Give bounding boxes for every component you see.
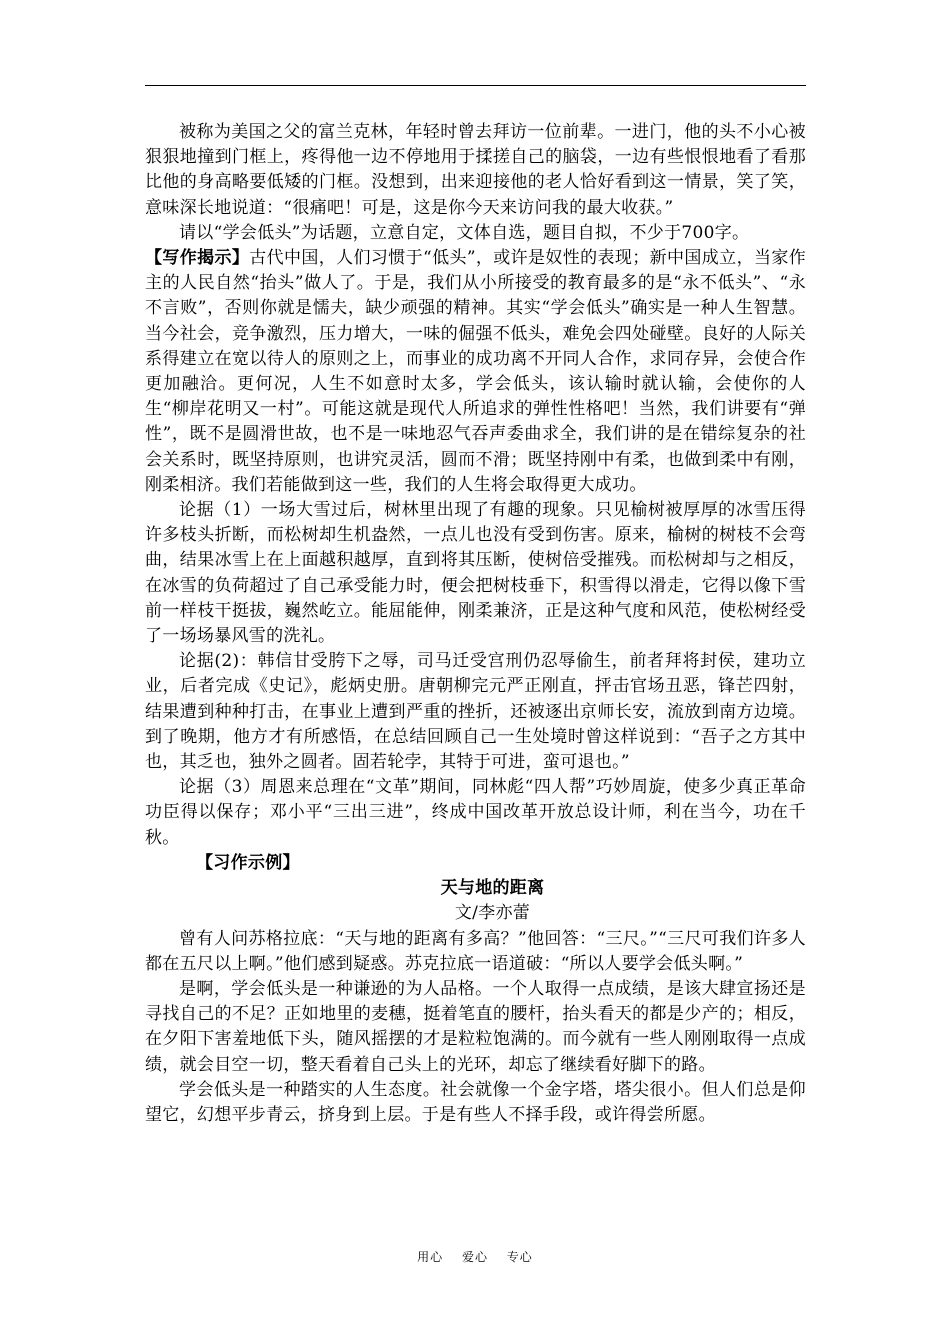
writing-guide-tag: 【写作揭示】 <box>145 248 250 269</box>
paragraph-intro: 被称为美国之父的富兰克林，年轻时曾去拜访一位前辈。一进门，他的头不小心被狠狠地撞到门框上，疼得他一边不停地用于揉搓自己的脑袋，一边有些恨恨地看了看那比他的身高略要低矮的门框。没想到，出来迎接他的老人恰好看到这一情景，笑了笑，意味深长地说道：“很痛吧！可是，这是你今天来访问我的最大收获。” <box>145 122 806 218</box>
paragraph-evidence-2: 论据(2)：韩信甘受胯下之辱，司马迁受宫刑仍忍辱偷生，前者拜将封侯，建功立业，后者完成《史记》，彪炳史册。唐朝柳完元严正刚直，抨击官场丑恶，锋芒四射，结果遭到种种打击，在事业上遭到严重的挫折，还被逐出京师长安，流放到南方边境。到了晚期，他方才有所感悟，在总结回顾自己一生处境时曾这样说到：“吾子之方其中也，其乏也，独外之圆者。固若轮孛，其特于可进，蛮可退也。” <box>145 651 806 773</box>
document-body <box>145 120 806 1128</box>
paragraph-essay-3: 学会低头是一种踏实的人生态度。社会就像一个金字塔，塔尖很小。但人们总是仰望它，幻想平步青云，挤身到上层。于是有些人不择手段，或许得尝所愿。 <box>145 1079 806 1125</box>
paragraph-prompt: 请以“学会低头”为话题，立意自定，文体自选，题目自拟，不少于700字。 <box>179 222 750 243</box>
paragraph-essay-1: 曾有人问苏格拉底：“天与地的距离有多高？”他回答：“三尺。”“三尺可我们许多人都在五尺以上啊。”他们感到疑惑。苏克拉底一语道破：“所以人要学会低头啊。” <box>145 928 806 974</box>
paragraph-writing-guide <box>145 246 806 498</box>
section-label-example: 【习作示例】 <box>196 852 300 873</box>
paragraph-evidence-1: 论据（1）一场大雪过后，树林里出现了有趣的现象。只见榆树被厚厚的冰雪压得许多枝头折断，而松树却生机盎然，一点儿也没有受到伤害。原来，榆树的树枝不会弯曲，结果冰雪上在上面越积越厚，直到将其压断，使树倍受摧残。而松树却与之相反，在冰雪的负荷超过了自己承受能力时，便会把树枝垂下，积雪得以滑走，它得以像下雪前一样枝干挺拔，巍然屹立。能屈能伸，刚柔兼济，正是这种气度和风范，使松树经受了一场场暴风雪的洗礼。 <box>145 500 806 647</box>
essay-title: 天与地的距离 <box>440 878 545 899</box>
page-footer: 用心 爱心 专心 <box>417 1250 533 1264</box>
header-rule <box>145 85 806 86</box>
writing-guide-text: 古代中国，人们习惯于“低头”，或许是奴性的表现；新中国成立，当家作主的人民自然“抬头”做人了。于是，我们从小所接受的教育最多的是“永不低头”、“永不言败”，否则你就是懦夫，缺少顽强的精神。其实“学会低头”确实是一种人生智慧。当今社会，竞争激烈，压力增大，一味的倔强不低头，难免会四处碰壁。良好的人际关系得建立在宽以待人的原则之上，而事业的成功离不开同人合作，求同存异，会使合作更加融洽。更何况，人生不如意时太多，学会低头，该认输时就认输，会使你的人生“柳岸花明又一村”。可能这就是现代人所追求的弹性性格吧！当然，我们讲要有“弹性”，既不是圆滑世故，也不是一味地忍气吞声委曲求全，我们讲的是在错综复杂的社会关系时，既坚持原则，也讲究灵活，圆而不滑；既坚持刚中有柔，也做到柔中有刚，刚柔相济。我们若能做到这一些，我们的人生将会取得更大成功。 <box>145 248 806 495</box>
paragraph-evidence-3: 论据（3）周恩来总理在“文革”期间，同林彪“四人帮”巧妙周旋，使多少真正革命功臣得以保存；邓小平“三出三进”，终成中国改革开放总设计师，利在当今，功在千秋。 <box>145 777 806 848</box>
essay-author: 文/李亦蕾 <box>454 903 531 924</box>
paragraph-essay-2: 是啊，学会低头是一种谦逊的为人品格。一个人取得一点成绩，是该大肆宣扬还是寻找自己的不足？正如地里的麦穗，挺着笔直的腰杆，抬头看天的都是少产的；相反，在夕阳下害羞地低下头，随风摇摆的才是粒粒饱满的。而今就有一些人刚刚取得一点成绩，就会目空一切，整天看着自己头上的光环，却忘了继续看好脚下的路。 <box>145 978 806 1075</box>
